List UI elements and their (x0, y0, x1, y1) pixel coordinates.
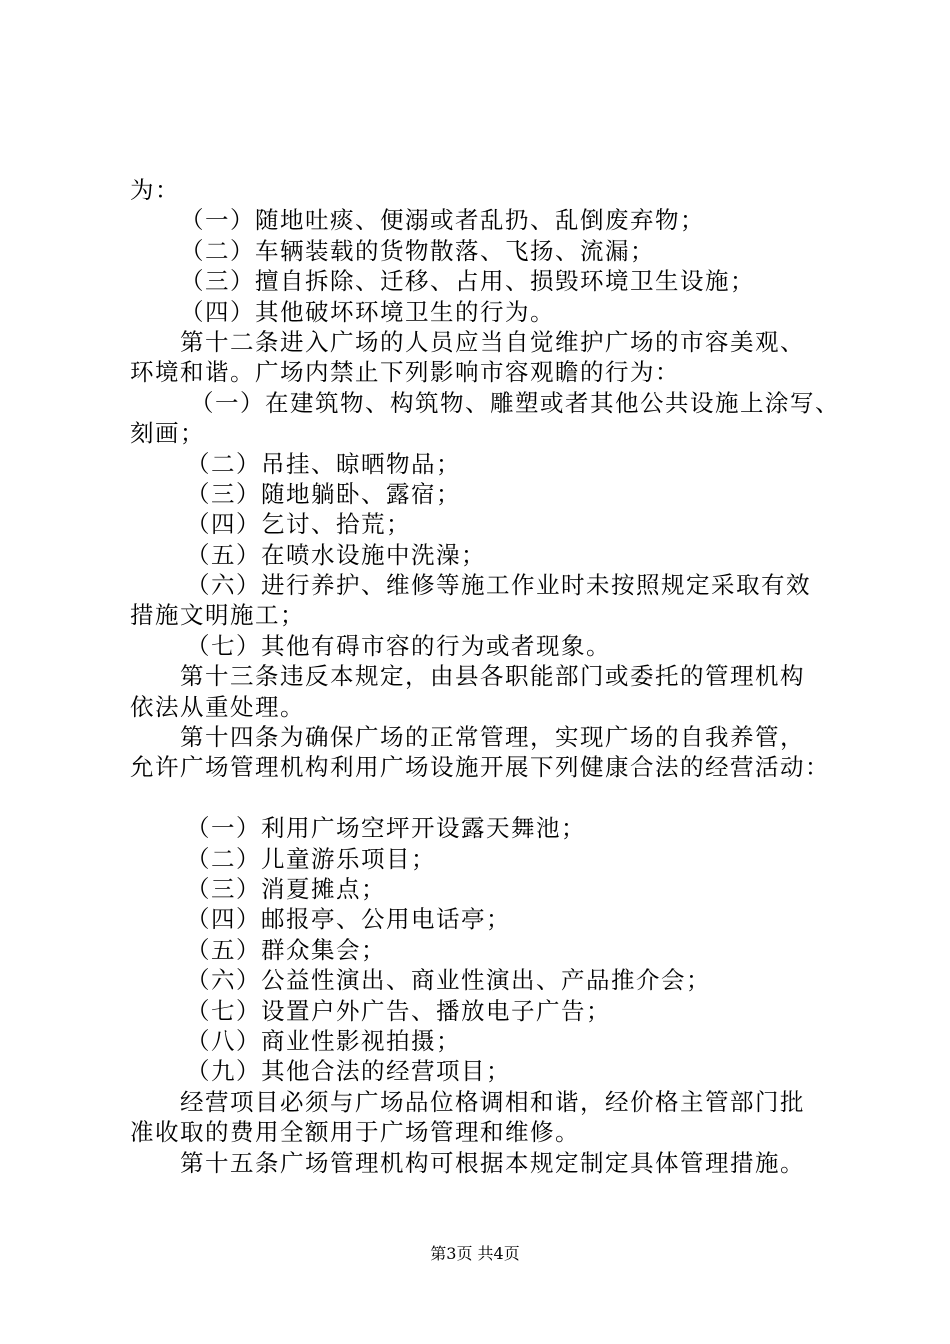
list-item: （八）商业性影视拍摄； (186, 1026, 461, 1055)
text-line: 允许广场管理机构利用广场设施开展下列健康合法的经营活动： (130, 753, 830, 782)
list-item: （一）随地吐痰、便溺或者乱扔、乱倒废弃物； (180, 206, 705, 235)
list-item: （四）乞讨、拾荒； (186, 510, 411, 539)
list-item: （七）设置户外广告、播放电子广告； (186, 996, 611, 1025)
list-item: （九）其他合法的经营项目； (186, 1057, 511, 1086)
list-item: （三）消夏摊点； (186, 874, 386, 903)
text-line: 准收取的费用全额用于广场管理和维修。 (130, 1118, 580, 1147)
list-item: （二）儿童游乐项目； (186, 844, 436, 873)
list-item: （三）擅自拆除、迁移、占用、损毁环境卫生设施； (180, 267, 755, 296)
list-item: （四）其他破坏环境卫生的行为。 (180, 297, 555, 326)
list-item: （五）在喷水设施中洗澡； (186, 540, 486, 569)
list-item: （六）公益性演出、商业性演出、产品推介会； (186, 966, 711, 995)
article-14-paragraph: 第十四条为确保广场的正常管理，实现广场的自我养管， (180, 723, 805, 752)
business-note-paragraph: 经营项目必须与广场品位格调相和谐，经价格主管部门批 (180, 1087, 805, 1116)
list-item: （二）车辆装载的货物散落、飞扬、流漏； (180, 236, 655, 265)
page-footer (0, 1244, 950, 1264)
list-item: （四）邮报亭、公用电话亭； (186, 905, 511, 934)
list-item: （一）利用广场空坪开设露天舞池； (186, 814, 586, 843)
list-item: （二）吊挂、晾晒物品； (186, 449, 461, 478)
list-item: （三）随地躺卧、露宿； (186, 479, 461, 508)
list-item: （七）其他有碍市容的行为或者现象。 (186, 631, 611, 660)
article-13-paragraph: 第十三条违反本规定，由县各职能部门或委托的管理机构 (180, 662, 805, 691)
text-line: 依法从重处理。 (130, 692, 305, 721)
list-item: （一）在建筑物、构筑物、雕塑或者其他公共设施上涂写、 (190, 388, 840, 417)
list-item: （六）进行养护、维修等施工作业时未按照规定采取有效 (186, 571, 811, 600)
text-line: 刻画； (130, 419, 205, 448)
article-12-paragraph: 第十二条进入广场的人员应当自觉维护广场的市容美观、 (180, 327, 805, 356)
text-line: 环境和谐。广场内禁止下列影响市容观瞻的行为： (130, 358, 680, 387)
article-15-paragraph: 第十五条广场管理机构可根据本规定制定具体管理措施。 (180, 1148, 805, 1177)
page-number: 第3页 共4页 (430, 1244, 520, 1263)
blank-line (130, 783, 835, 813)
text-line: 为： (130, 176, 180, 204)
document-body (130, 175, 840, 1178)
list-item: （五）群众集会； (186, 935, 386, 964)
text-line: 措施文明施工； (130, 601, 305, 630)
